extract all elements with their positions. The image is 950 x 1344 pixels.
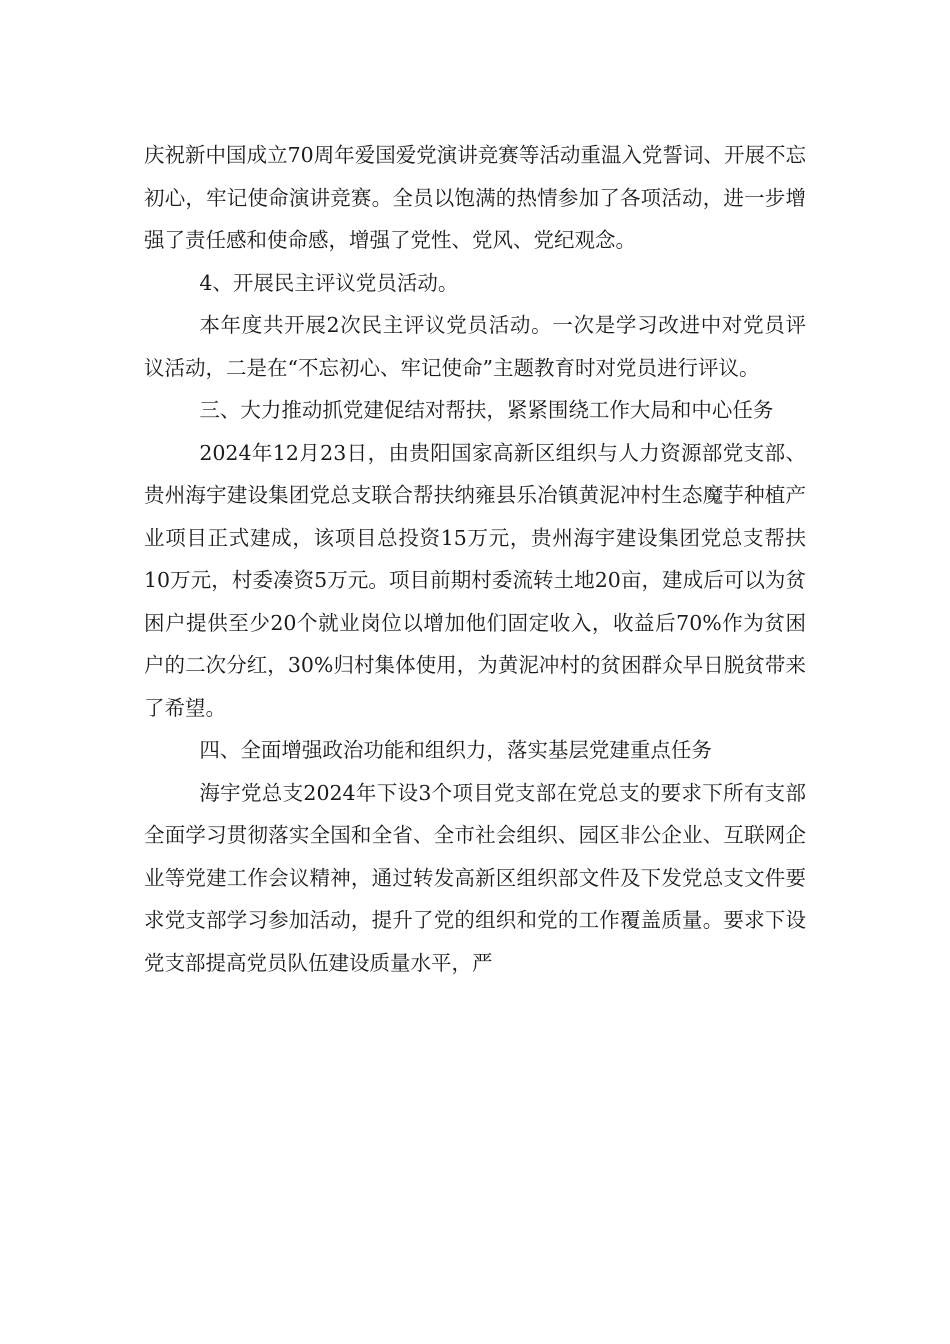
paragraph-democratic-evaluation: 本年度共开展2次民主评议党员活动。一次是学习改进中对党员评议活动，二是在“不忘初心、牢记使命”主题教育时对党员进行评议。 [144, 313, 806, 380]
paragraph-party-branches: 海宇党总支2024年下设3个项目党支部在党总支的要求下所有支部全面学习贯彻落实全国和全省、全市社会组织、园区非公企业、互联网企业等党建工作会议精神，通过转发高新区组织部文件及下发党总支文件要求党支部学习参加活动，提升了党的组织和党的工作覆盖质量。要求下设党支部提高党员队伍建设质量水平，严 [144, 780, 806, 975]
paragraph-poverty-assistance: 2024年12月23日，由贵阳国家高新区组织与人力资源部党支部、贵州海宇建设集团党总支联合帮扶纳雍县乐冶镇黄泥冲村生态魔芋种植产业项目正式建成，该项目总投资15万元，贵州海宇建设集团党总支帮扶10万元，村委凑资5万元。项目前期村委流转土地20亩，建成后可以为贫困户提供至少20个就业岗位以增加他们固定收入，收益后70%作为贫困户的二次分红，30%归村集体使用，为黄泥冲村的贫困群众早日脱贫带来了希望。 [144, 440, 806, 720]
document-body [144, 134, 806, 984]
heading-democratic-evaluation: 4、开展民主评议党员活动。 [199, 270, 459, 295]
section-heading-three: 三、大力推动抓党建促结对帮扶，紧紧围绕工作大局和中心任务 [199, 398, 774, 422]
section-heading-four: 四、全面增强政治功能和组织力，落实基层党建重点任务 [199, 738, 712, 762]
paragraph-activities-continued: 庆祝新中国成立70周年爱国爱党演讲竞赛等活动重温入党誓词、开展不忘初心，牢记使命演讲竞赛。全员以饱满的热情参加了各项活动，进一步增强了责任感和使命感，增强了党性、党风、党纪观念。 [144, 143, 806, 252]
